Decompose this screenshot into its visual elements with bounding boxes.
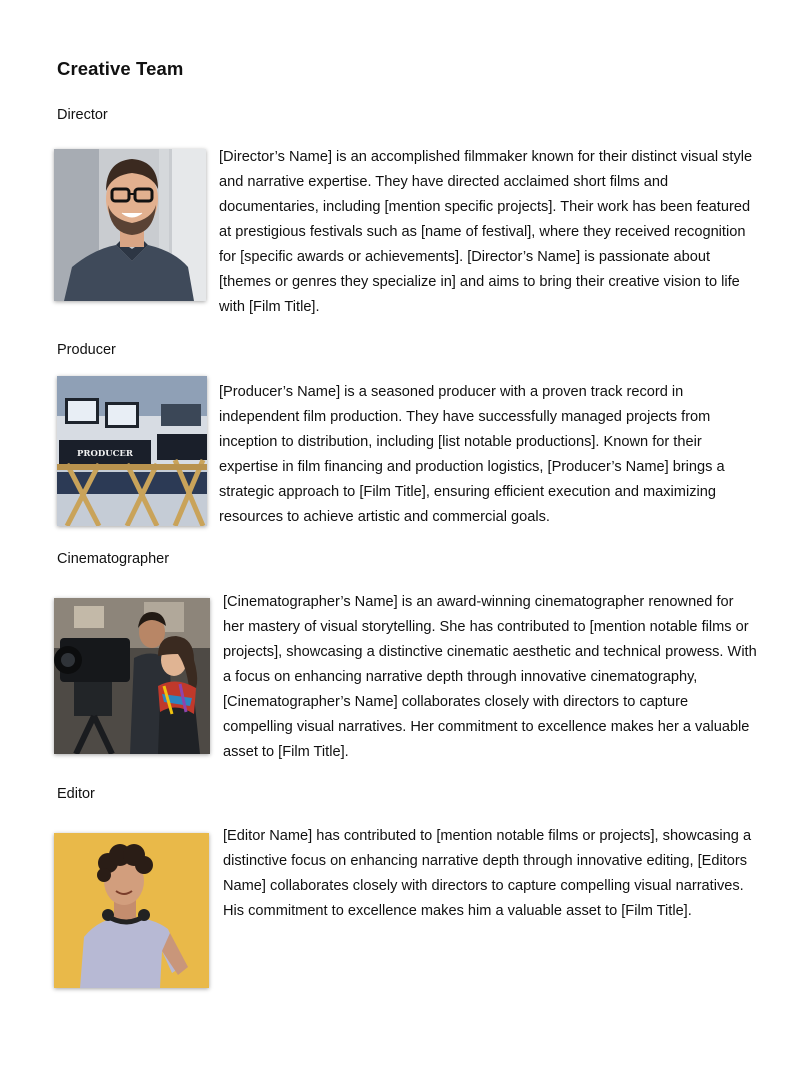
cinematographer-camera-icon (54, 598, 210, 754)
cinematographer-bio: [Cinematographer’s Name] is an award-winning cinematographer renowned for her mastery of visual storytelling. She has contributed to [mention notable films or projects], showcasing a distinctive cinematic aesthetic and technical prowess. With a focus on enhancing narrative depth through innovative cinematography, [Cinematographer’s Name] collaborates closely with directors to capture compelling visual narratives. Her commitment to excellence makes her a valuable asset to [Film Title]. (223, 594, 757, 760)
producer-bio: [Producer’s Name] is a seasoned producer with a proven track record in independent film production. They have successfully managed projects from inception to distribution, including [list notable productions]. Known for their expertise in film financing and production logistics, [Producer’s Name] brings a strategic approach to [Film Title], ensuring efficient execution and maximizing resources to achieve artistic and commercial goals. (219, 384, 725, 525)
director-bio: [Director’s Name] is an accomplished filmmaker known for their distinct visual style and narrative expertise. They have directed acclaimed short films and documentaries, including [mention specific projects]. Their work has been featured at prestigious festivals such as [name of festival], where they received recognition for [specific awards or achievements]. [Director’s Name] is passionate about [themes or genres they specialize in] and aims to bring their creative vision to life with [Film Title]. (219, 149, 753, 315)
editor-portrait-icon (54, 833, 209, 988)
editor-bio: [Editor Name] has contributed to [mention notable films or projects], showcasing a distinctive focus on enhancing narrative depth through innovative editing, [Editors Name] collaborates closely with directors to capture compelling visual narratives. His commitment to excellence makes him a valuable asset to [Film Title]. (223, 828, 752, 919)
role-heading-director: Director (57, 107, 108, 123)
producer-chair-label: PRODUCER (77, 449, 133, 459)
producer-chairs-icon (57, 376, 207, 526)
role-heading-producer: Producer (57, 342, 116, 358)
director-portrait-icon (54, 149, 206, 301)
role-heading-editor: Editor (57, 786, 95, 802)
page-title: Creative Team (57, 58, 184, 79)
role-heading-cinematographer: Cinematographer (57, 551, 170, 567)
